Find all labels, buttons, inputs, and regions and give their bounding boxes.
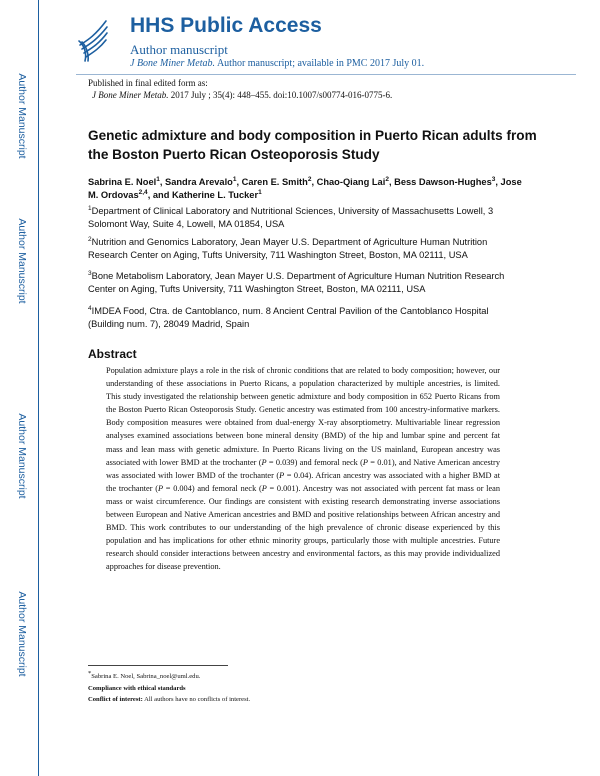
hhs-eagle-icon bbox=[76, 15, 110, 63]
author-name: Katherine L. Tucker bbox=[171, 190, 259, 200]
published-citation: 2017 July ; 35(4): 448–455. doi:10.1007/s00774-016-0775-6. bbox=[170, 90, 393, 100]
author-affiliation-marker: 1 bbox=[232, 175, 237, 183]
abstract-body: Population admixture plays a role in the risk of chronic conditions that are related to body composition; however, our understanding of these associations in Puerto Ricans, a population characterized by multiple ancestries, is limited. This study investigated the relationship between genetic admixture and body composition in 652 Puerto Ricans from the Boston Puerto Rican Osteoporosis Study. Genetic ancestry was estimated from 100 ancestry-informative markers. Body composition measures were obtained from dual-energy X-ray absorptiometry. Multivariable linear regression analyses examined associations between bone mineral density (BMD) of the hip and lumbar spine and percent fat mass and lean mass with genetic admixture. In Puerto Ricans living on the US mainland, European ancestry was associated with lower BMD at the trochanter (P = 0.039) and femoral neck (P = 0.01), and Native American ancestry was associated with lower BMD of the trochanter (P = 0.04). African ancestry was associated with a higher BMD at the trochanter (P = 0.004) and femoral neck (P = 0.001). Ancestry was not associated with percent fat mass or lean mass or waist circumference. Our findings are consistent with existing research demonstrating inverse associations between European and Native American ancestries and BMD and positive relationships between African ancestry and BMD. This work contributes to our understanding of the high prevalence of chronic disease experienced by this population and has implications for other ethnic minority groups, particularly those with multiple ancestries. Future research should consider interactions between ancestry and environmental factors, as this may provide individualized approaches for disease prevention. bbox=[106, 366, 501, 572]
journal-availability-line bbox=[130, 58, 424, 69]
author-affiliation-marker: 2 bbox=[385, 175, 389, 183]
hhs-public-access-title: HHS Public Access bbox=[130, 14, 322, 37]
corresponding-author-note: *Sabrina E. Noel, Sabrina_noel@uml.edu. bbox=[88, 669, 201, 680]
author-name: Chao-Qiang Lai bbox=[316, 177, 386, 187]
author-affiliation-marker: 3 bbox=[491, 175, 496, 183]
sidebar-author-manuscript-label: Author Manuscript bbox=[16, 73, 28, 159]
journal-abbrev: J Bone Miner Metab. bbox=[130, 58, 215, 69]
conflict-of-interest-note: Conflict of interest: All authors have no conflicts of interest. bbox=[88, 696, 251, 703]
author-name: Sandra Arevalo bbox=[165, 177, 233, 187]
published-journal: J Bone Miner Metab. bbox=[92, 90, 169, 100]
affiliation-3: $^3$Bone Metabolism Laboratory, Jean Mayer U.S. Department of Agriculture Human Nutrition Research Center on Aging, Tufts University, 711 Washington Street, Boston, MA 02111, USA bbox=[88, 269, 505, 294]
sidebar-author-manuscript-label: Author Manuscript bbox=[16, 413, 28, 499]
abstract-heading: Abstract bbox=[88, 347, 137, 361]
header-divider bbox=[76, 74, 576, 75]
author-name: Bess Dawson-Hughes bbox=[394, 177, 492, 187]
affiliation-2: $^2$Nutrition and Genomics Laboratory, Jean Mayer U.S. Department of Agriculture Human Nutrition Research Center on Aging, Tufts University, 711 Washington Street, Boston, MA 02111, USA bbox=[88, 235, 488, 260]
author-name: Sabrina E. Noel bbox=[88, 177, 157, 187]
author-affiliation-marker: 2,4 bbox=[138, 188, 148, 196]
published-label: Published in final edited form as: bbox=[88, 78, 208, 88]
affiliation-4: $^4$IMDEA Food, Ctra. de Cantoblanco, num. 8 Ancient Central Pavilion of the Cantoblanco Hospital (Building num. 7), 28049 Madrid, Spain bbox=[88, 304, 489, 329]
footnotes bbox=[88, 671, 250, 706]
author-list: Sabrina E. Noel$^1$, Sandra Arevalo$^1$, Caren E. Smith$^2$, Chao-Qiang Lai$^2$, Bess Dawson-Hughes$^3$, Jose M. Ordovas$^{2,4}$, and Katherine L. Tucker$^1$ bbox=[88, 175, 522, 200]
ethics-heading: Compliance with ethical standards bbox=[88, 684, 186, 692]
availability-text: Author manuscript; available in PMC 2017 July 01. bbox=[216, 58, 425, 69]
sidebar-author-manuscript-label: Author Manuscript bbox=[16, 591, 28, 677]
author-affiliation-marker: 2 bbox=[307, 175, 312, 183]
sidebar-author-manuscript-label: Author Manuscript bbox=[16, 218, 28, 304]
author-affiliation-marker: 1 bbox=[258, 188, 262, 196]
publication-note bbox=[88, 77, 392, 101]
author-name: Jose M. Ordovas bbox=[88, 177, 522, 200]
affiliation-1: $^1$Department of Clinical Laboratory and Nutritional Sciences, University of Massachusetts Lowell, 3 Solomont Way, Suite 4, Lowell, MA 01854, USA bbox=[88, 204, 494, 229]
footnote-divider bbox=[88, 665, 228, 666]
author-manuscript-heading: Author manuscript bbox=[130, 42, 228, 57]
author-affiliation-marker: 1 bbox=[156, 175, 160, 183]
author-name: Caren E. Smith bbox=[241, 177, 308, 187]
sidebar-rule bbox=[38, 0, 39, 776]
paper-title: Genetic admixture and body composition in Puerto Rican adults from the Boston Puerto Rican Osteoporosis Study bbox=[88, 128, 537, 162]
